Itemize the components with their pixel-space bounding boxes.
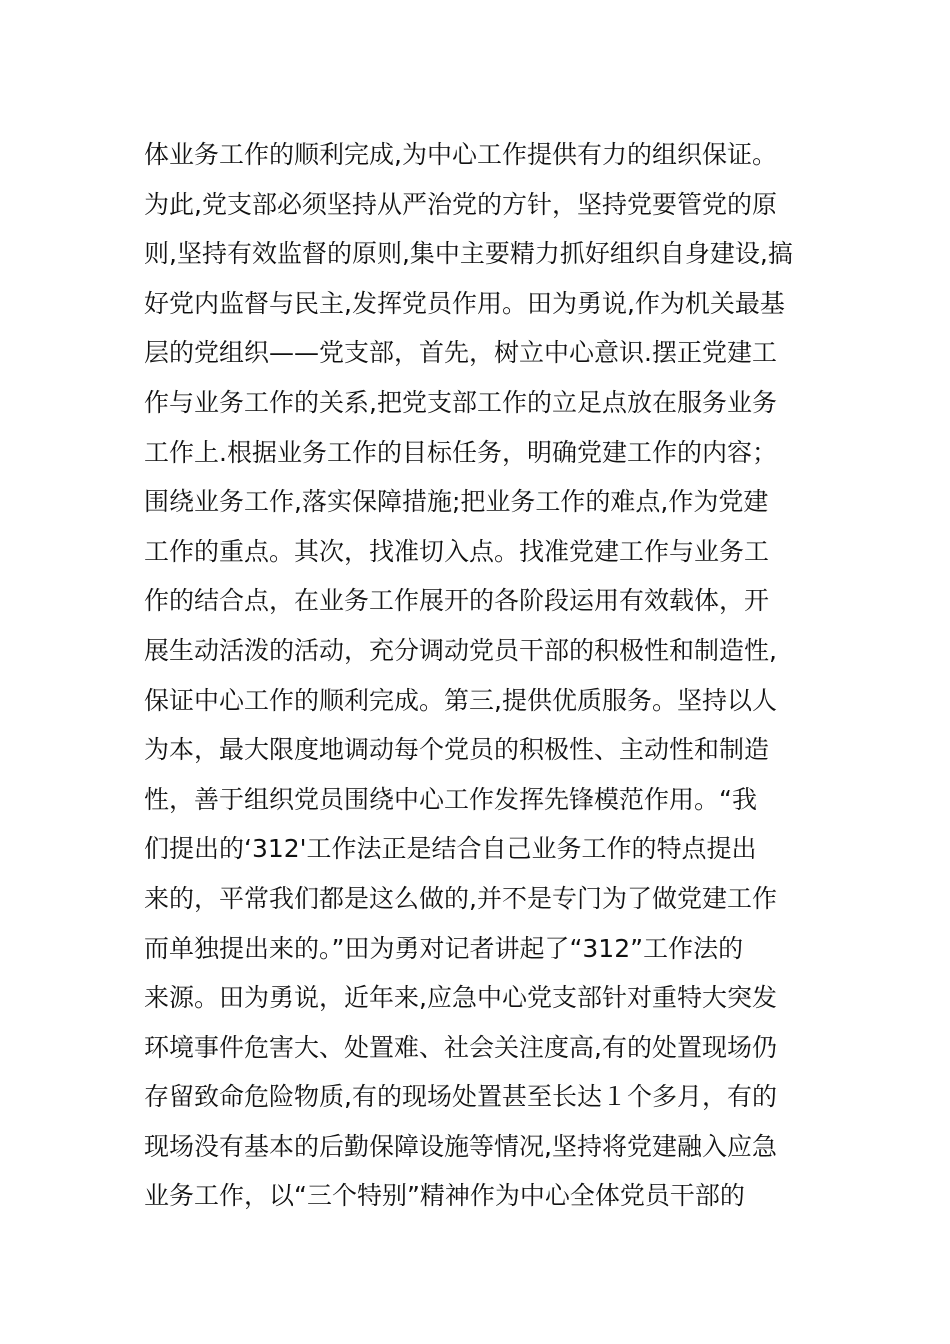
text-line: 作的结合点，在业务工作展开的各阶段运用有效载体，开 [144, 586, 770, 616]
text-line: 而单独提出来的。”田为勇对记者讲起了“312”工作法的 [144, 933, 744, 963]
text-line: 作与业务工作的关系,把党支部工作的立足点放在服务业务 [144, 387, 777, 417]
text-line: 体业务工作的顺利完成,为中心工作提供有力的组织保证。 [144, 140, 777, 169]
text-line: 存留致命危险物质,有的现场处置甚至长达１个多月，有的 [144, 1082, 777, 1112]
text-line: 们提出的‘312'工作法正是结合自己业务工作的特点提出 [144, 834, 757, 864]
text-line: 业务工作，以“三个特别”精神作为中心全体党员干部的 [144, 1181, 745, 1211]
text-line: 来源。田为勇说，近年来,应急中心党支部针对重特大突发 [144, 983, 777, 1013]
text-line: 围绕业务工作,落实保障措施;把业务工作的难点,作为党建 [144, 487, 769, 517]
body-text [144, 130, 824, 1221]
text-line: 工作的重点。其次，找准切入点。找准党建工作与业务工 [144, 536, 770, 566]
text-line: 现场没有基本的后勤保障设施等情况,坚持将党建融入应急 [144, 1131, 777, 1161]
text-line: 工作上.根据业务工作的目标任务，明确党建工作的内容； [144, 437, 777, 467]
text-line: 保证中心工作的顺利完成。第三,提供优质服务。坚持以人 [144, 685, 777, 715]
text-line: 则,坚持有效监督的原则,集中主要精力抓好组织自身建设,搞 [144, 239, 793, 269]
text-line: 层的党组织——党支部，首先，树立中心意识.摆正党建工 [144, 338, 777, 368]
text-line: 为此,党支部必须坚持从严治党的方针，坚持党要管党的原 [144, 189, 777, 219]
text-line: 展生动活泼的活动，充分调动党员干部的积极性和制造性, [144, 635, 777, 665]
text-line: 来的，平常我们都是这么做的,并不是专门为了做党建工作 [144, 883, 777, 913]
text-line: 性，善于组织党员围绕中心工作发挥先锋模范作用。“我 [144, 784, 757, 814]
text-line: 好党内监督与民主,发挥党员作用。田为勇说,作为机关最基 [144, 288, 785, 318]
text-line: 环境事件危害大、处置难、社会关注度高,有的处置现场仍 [144, 1032, 777, 1062]
text-line: 为本，最大限度地调动每个党员的积极性、主动性和制造 [144, 735, 770, 765]
